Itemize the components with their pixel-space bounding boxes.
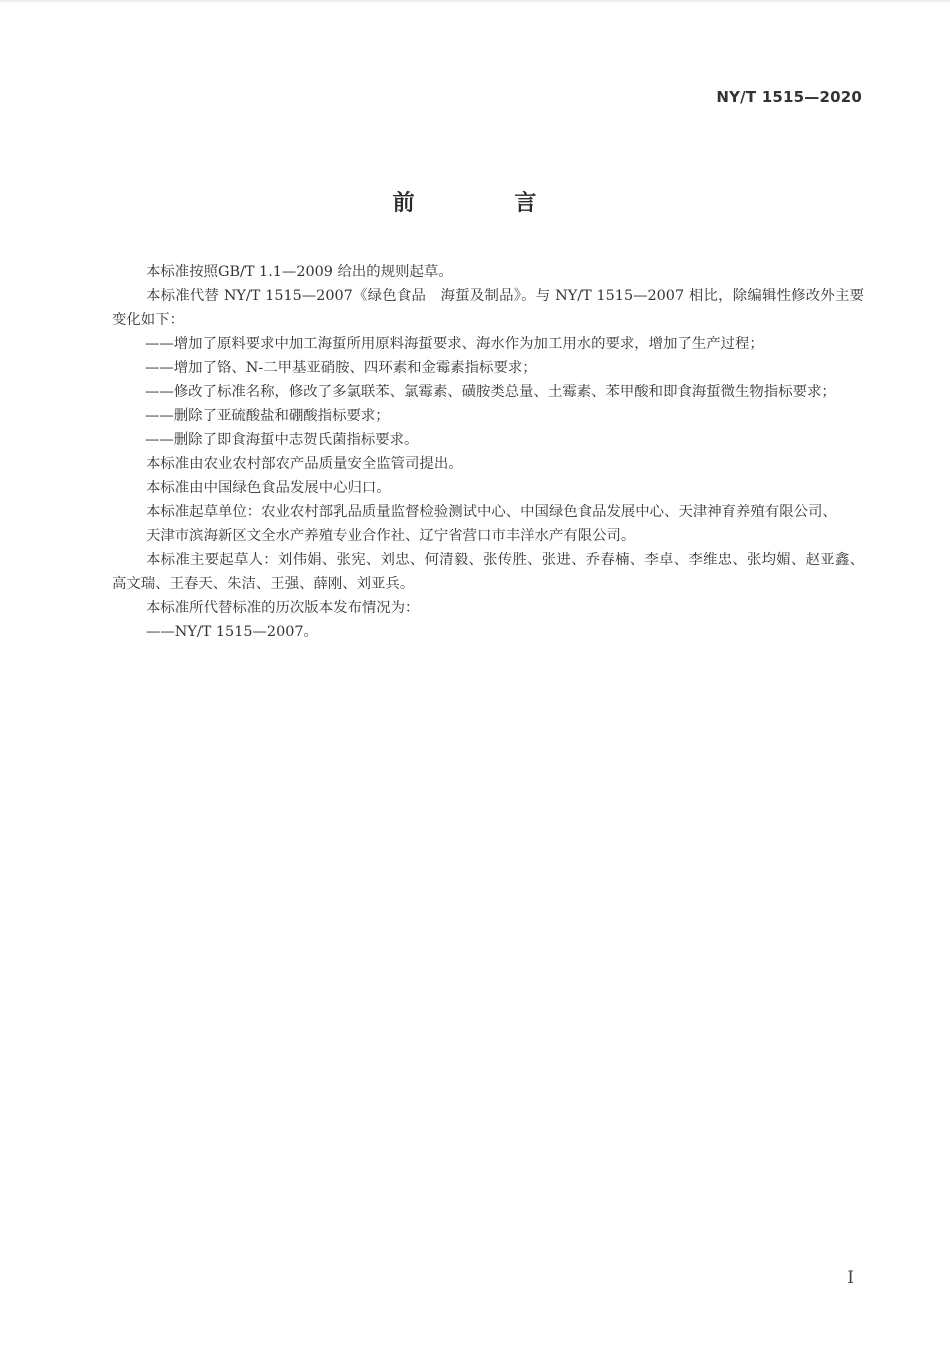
paragraph-drafting-units-cont: 天津市滨海新区文全水产养殖专业合作社、辽宁省营口市丰洋水产有限公司。 xyxy=(146,528,636,544)
change-item-modified: ——修改了标准名称，修改了多氯联苯、氯霉素、磺胺类总量、土霉素、苯甲酸和即食海蜇微生物指标要求； xyxy=(145,384,836,400)
page-number: I xyxy=(847,1268,854,1288)
paragraph-history-heading: 本标准所代替标准的历次版本发布情况为： xyxy=(146,600,420,616)
change-item-deleted-sulfite: ——删除了亚硫酸盐和硼酸指标要求； xyxy=(145,408,390,424)
document-code: NY/T 1515—2020 xyxy=(716,88,862,106)
change-item-deleted-shigella: ——删除了即食海蜇中志贺氏菌指标要求。 xyxy=(145,432,419,448)
foreword-body xyxy=(112,260,864,644)
change-item-added-indicators: ——增加了铬、N-二甲基亚硝胺、四环素和金霉素指标要求； xyxy=(145,360,537,376)
paragraph-replacement: 本标准代替 NY/T 1515—2007《绿色食品 海蜇及制品》。与 NY/T 1515—2007 相比，除编辑性修改外主要变化如下： xyxy=(112,288,864,328)
paragraph-drafting-units: 本标准起草单位：农业农村部乳品质量监督检验测试中心、中国绿色食品发展中心、天津神育养殖有限公司、 xyxy=(146,504,837,520)
page-edge xyxy=(0,0,950,2)
history-item: ——NY/T 1515—2007。 xyxy=(146,624,318,640)
paragraph-centralized-by: 本标准由中国绿色食品发展中心归口。 xyxy=(146,480,391,496)
paragraph-drafters: 本标准主要起草人：刘伟娟、张宪、刘忠、何清毅、张传胜、张进、乔春楠、李卓、李维忠、张均媚、赵亚鑫、高文瑞、王春天、朱洁、王强、薛刚、刘亚兵。 xyxy=(112,552,864,592)
paragraph-proposed-by: 本标准由农业农村部农产品质量安全监管司提出。 xyxy=(146,456,463,472)
paragraph-drafting-rules: 本标准按照GB/T 1.1—2009 给出的规则起草。 xyxy=(146,264,453,280)
change-item-raw-material: ——增加了原料要求中加工海蜇所用原料海蜇要求、海水作为加工用水的要求，增加了生产过程； xyxy=(145,336,764,352)
page-title: 前 言 xyxy=(392,191,583,216)
